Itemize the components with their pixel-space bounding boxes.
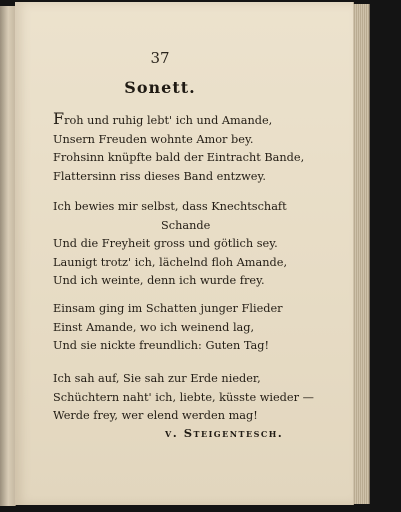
facing-page-edge [0,6,16,506]
verse-line: Frohsinn knüpfte bald der Eintracht Bande, [53,151,305,164]
page-number: 37 [150,49,170,67]
verse-line: Schüchtern naht' ich, liebte, küsste wieder — [53,390,314,404]
verse-line-continuation: Schande [161,218,211,232]
page-stack-edge [353,4,370,504]
verse-line: Unsern Freuden wohnte Amor bey. [53,132,254,146]
verse-line: Ich sah auf, Sie sah zur Erde nieder, [53,372,261,385]
stanza-2 [53,198,313,291]
verse-line: Flattersinn riss dieses Band entzwey. [53,169,266,183]
verse-line: Und die Freyheit gross und götlich sey. [53,237,278,250]
verse-line: Und ich weinte, denn ich wurde frey. [53,274,265,287]
verse-line: Einst Amande, wo ich weinend lag, [53,320,255,334]
verse-line: Launigt trotz' ich, lächelnd floh Amande, [53,255,288,269]
stanza-1 [53,110,313,186]
verse-line: Froh und ruhig lebt' ich und Amande, [53,109,273,128]
author-signature: v. Steigentesch. [165,426,284,440]
verse-line: Und sie nickte freundlich: Guten Tag! [53,339,270,352]
verse-line: Ich bewies mir selbst, dass Knechtschaft [53,200,287,213]
book-page [15,2,354,505]
verse-line: Werde frey, wer elend werden mag! [53,409,258,422]
verse-line: Einsam ging im Schatten junger Flieder [53,302,283,315]
stanza-3 [53,300,313,356]
stanza-4 [53,370,313,426]
poem-title: Sonett. [124,78,196,97]
